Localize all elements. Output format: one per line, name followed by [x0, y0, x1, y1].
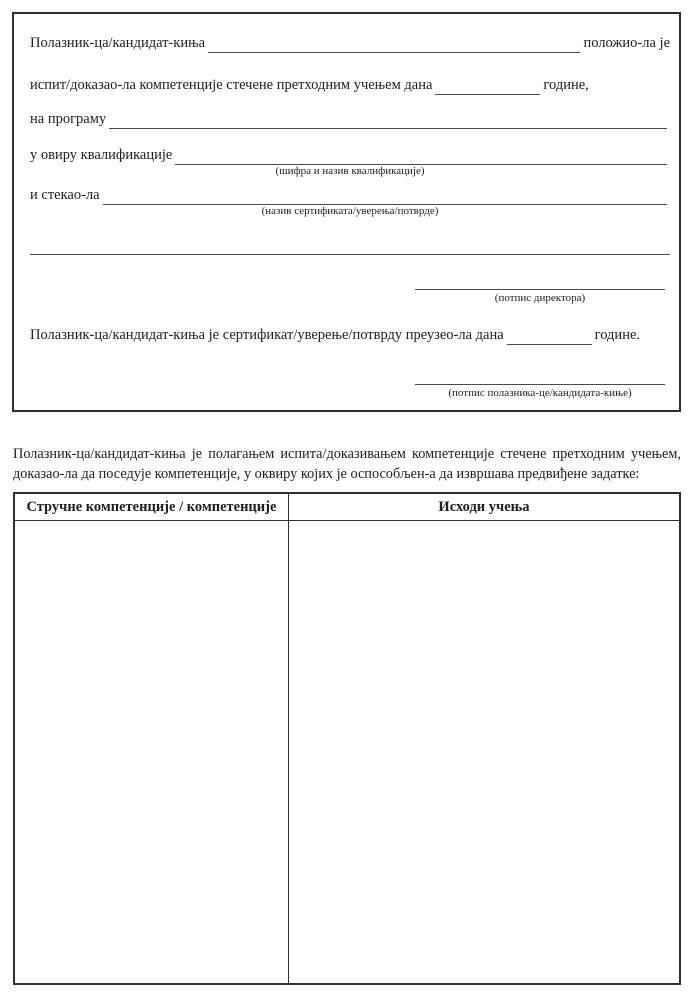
form-line-program	[30, 109, 670, 129]
competencies-table	[13, 492, 681, 985]
qualification-blank-field	[175, 145, 667, 165]
table-row	[14, 521, 680, 985]
form-line-continuation	[30, 235, 670, 255]
form-line-pickup-date	[30, 325, 670, 345]
table-header-competencies: Стручне компетенције / компетенције	[14, 493, 288, 521]
table-header-learning-outcomes: Исходи учења	[288, 493, 680, 521]
pickup-date-blank-field	[507, 325, 592, 345]
continuation-blank-field	[30, 235, 670, 255]
candidate-name-blank-field	[208, 33, 580, 53]
form-line-qualification	[30, 145, 670, 165]
form-line-acquired	[30, 185, 670, 205]
table-cell-competencies	[14, 521, 288, 985]
exam-date-blank-field	[435, 75, 540, 95]
form-line-candidate-name	[30, 33, 670, 53]
candidate-signature-block	[415, 365, 665, 400]
director-signature-block	[415, 270, 665, 305]
year-label: године,	[543, 77, 589, 93]
program-blank-field	[109, 109, 667, 129]
acquired-label: и стекао-ла	[30, 187, 100, 203]
pickup-date-label: Полазник-ца/кандидат-киња је сертификат/уверење/потврду преузео-ла дана	[30, 327, 504, 343]
exam-date-label: испит/доказао-ла компетенције стечене претходним учењем дана	[30, 77, 433, 93]
table-cell-learning-outcomes	[288, 521, 680, 985]
qualification-caption: (шифра и назив квалификације)	[275, 165, 425, 177]
certificate-box	[12, 12, 681, 412]
certificate-name-blank-field	[103, 185, 667, 205]
form-line-exam-date	[30, 75, 670, 95]
passed-label: положио-ла је	[583, 35, 670, 51]
qualification-label: у овиру квалификације	[30, 147, 173, 163]
intro-paragraph: Полазник-ца/кандидат-киња је полагањем испита/доказивањем компетенције стечене претходним учењем, доказао-ла да поседује компетенције, у оквиру којих је оспособљен-а да извршава предвиђене задатке:	[13, 446, 681, 483]
candidate-name-label: Полазник-ца/кандидат-киња	[30, 35, 206, 51]
director-signature-line	[415, 270, 665, 290]
program-label: на програму	[30, 111, 107, 127]
candidate-signature-line	[415, 365, 665, 385]
table-header-row	[14, 493, 680, 521]
certificate-name-caption: (назив сертификата/уверења/потврде)	[261, 205, 439, 217]
candidate-signature-caption: (потпис полазника-це/кандидата-киње)	[448, 387, 632, 399]
director-signature-caption: (потпис директора)	[494, 292, 586, 304]
pickup-year-label: године.	[594, 327, 641, 343]
